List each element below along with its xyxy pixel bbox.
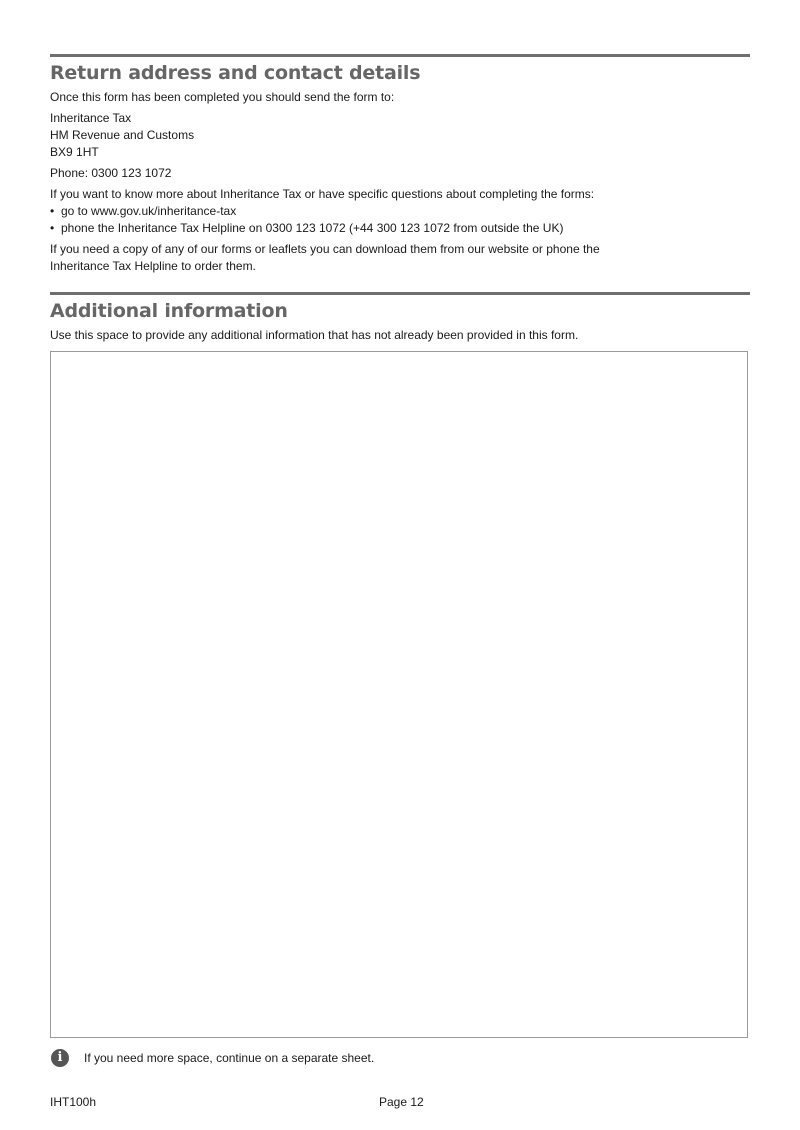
- bullet-website-text: go to www.gov.uk/inheritance-tax: [61, 204, 237, 218]
- return-address-heading: Return address and contact details: [50, 62, 421, 84]
- form-page: [50, 0, 750, 1130]
- bullet-icon: •: [50, 204, 55, 218]
- return-intro-text: Once this form has been completed you should send the form to:: [50, 90, 395, 104]
- copy-forms-text-line-1: If you need a copy of any of our forms or leaflets you can download them from our website or phone the: [50, 242, 600, 256]
- additional-info-textarea[interactable]: [50, 351, 748, 1038]
- additional-info-instruction: Use this space to provide any additional information that has not already been provided in this form.: [50, 328, 579, 342]
- address-line-2: HM Revenue and Customs: [50, 128, 195, 142]
- bullet-icon: •: [50, 221, 55, 235]
- section-divider: [50, 292, 750, 295]
- bullet-helpline-text: phone the Inheritance Tax Helpline on 0300 123 1072 (+44 300 123 1072 from outside the UK): [61, 221, 564, 235]
- additional-info-heading: Additional information: [50, 300, 288, 322]
- page-number: Page 12: [379, 1095, 424, 1109]
- form-code: IHT100h: [50, 1095, 97, 1109]
- copy-forms-text-line-2: Inheritance Tax Helpline to order them.: [50, 259, 256, 273]
- phone-text: Phone: 0300 123 1072: [50, 166, 172, 180]
- section-divider: [50, 54, 750, 57]
- address-line-3: BX9 1HT: [50, 145, 99, 159]
- more-space-note: If you need more space, continue on a separate sheet.: [84, 1051, 375, 1065]
- bullet-website: [50, 203, 236, 220]
- more-info-text: If you want to know more about Inheritance Tax or have specific questions about completing the forms:: [50, 187, 595, 201]
- bullet-helpline: [50, 220, 563, 237]
- address-line-1: Inheritance Tax: [50, 111, 132, 125]
- info-icon: i: [51, 1049, 69, 1067]
